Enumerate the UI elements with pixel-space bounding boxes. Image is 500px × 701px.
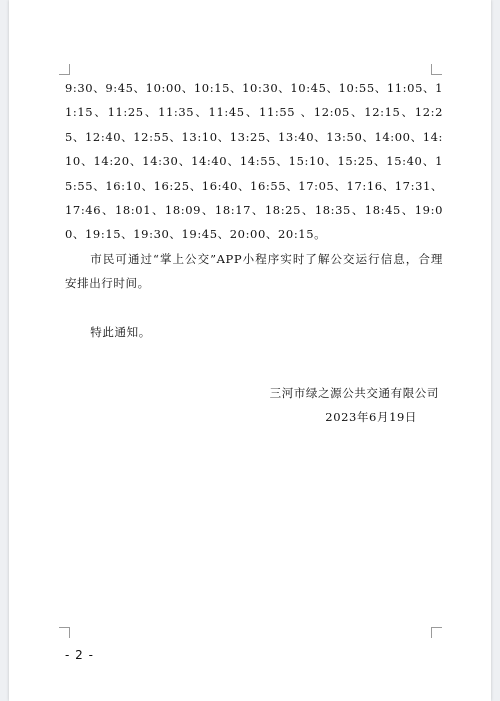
notice-closing: 特此通知。 <box>90 324 151 339</box>
app-info-paragraph: 市民可通过“掌上公交”APP小程序实时了解公交运行信息，合理安排出行时间。 <box>65 251 443 291</box>
crop-mark-top-right <box>431 64 442 75</box>
crop-mark-bottom-left <box>59 627 70 638</box>
document-body <box>65 76 443 344</box>
departure-schedule: 9:30、9:45、10:00、10:15、10:30、10:45、10:55、11:05、11:15、11:25、11:35、11:45、11:55 、12:05、12:15、12:25、12:40、12:55、13:10、13:25、13:40、13:50、14:00、14:10、14:20、14:30、14:40、14:55、15:10、15:25、15:40、15:55、16:10、16:25、16:40、16:55、17:05、17:16、17:31、17:46、18:01、18:09、18:17、18:25、18:35、18:45、19:00、19:15、19:30、19:45、20:00、20:15。 <box>65 81 444 242</box>
signature-block <box>249 381 439 430</box>
signature-organization: 三河市绿之源公共交通有限公司 <box>269 386 439 400</box>
page-number: - 2 - <box>65 648 94 662</box>
signature-date: 2023年6月19日 <box>325 410 417 425</box>
crop-mark-bottom-right <box>431 627 442 638</box>
document-page <box>9 0 491 701</box>
crop-mark-top-left <box>59 64 70 75</box>
